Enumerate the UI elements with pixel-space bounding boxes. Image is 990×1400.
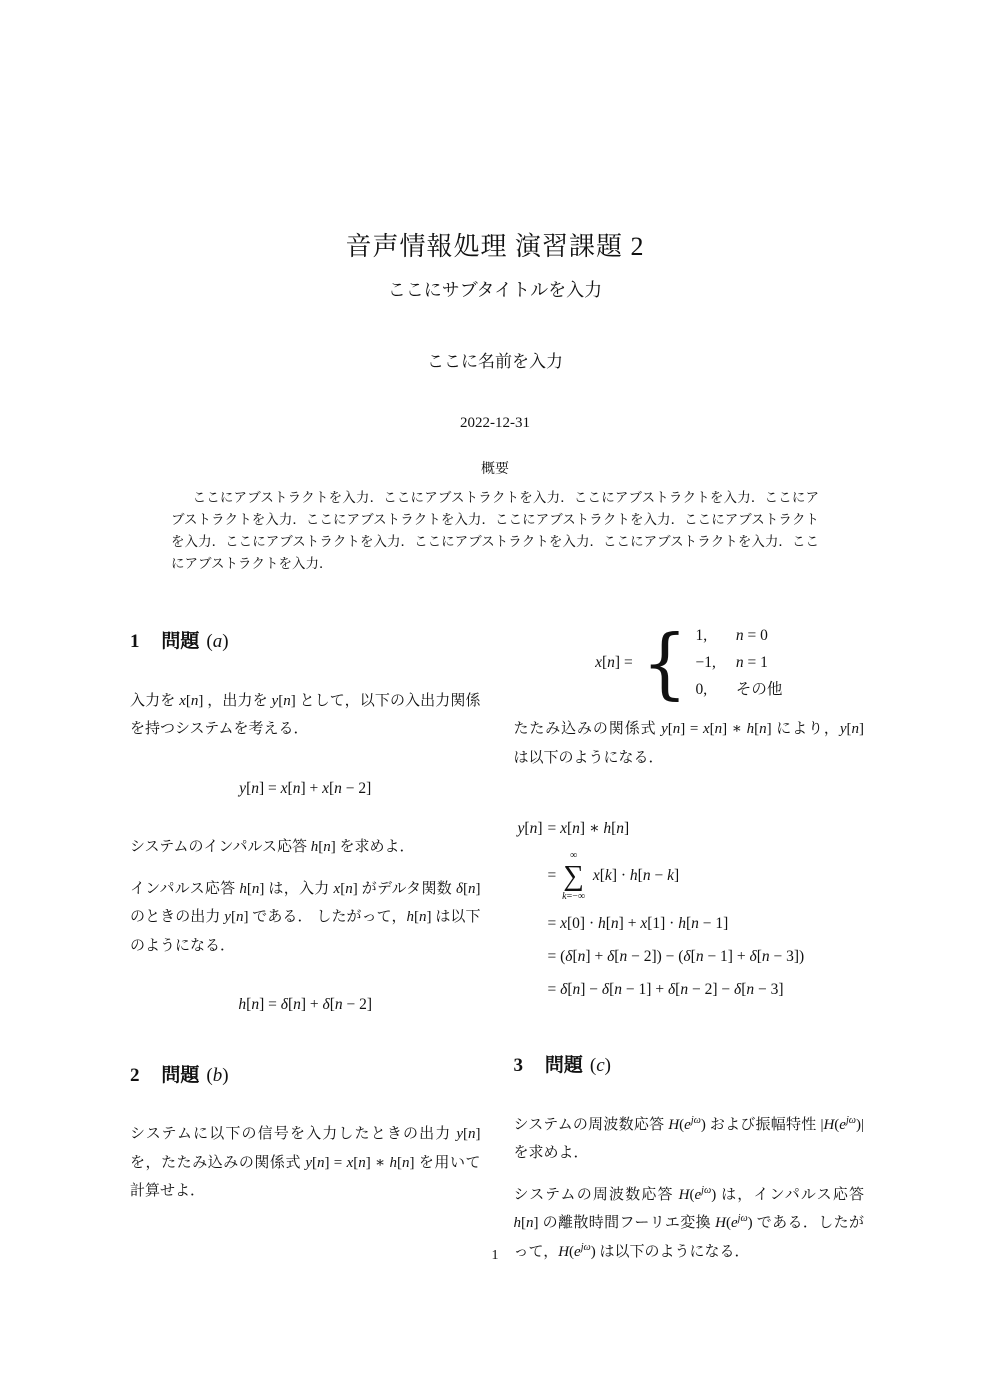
align-row	[518, 940, 805, 973]
right-column	[513, 618, 865, 1266]
section-3-number: 3	[513, 1055, 523, 1077]
align-row	[518, 973, 805, 1006]
section-2-heading	[130, 1058, 481, 1094]
section-3-suffix: (c)	[589, 1055, 611, 1077]
cases-brace: {	[641, 618, 688, 708]
title-block	[0, 0, 990, 432]
align-row	[518, 812, 805, 845]
page-number: 1	[491, 1248, 499, 1263]
align-row	[518, 846, 805, 907]
section-3-label: 問題	[544, 1055, 583, 1077]
section-1-suffix: (a)	[206, 631, 229, 653]
section-1-heading	[130, 624, 481, 660]
equation-impulse-response: h[n] = δ[n] + δ[n − 2]	[238, 996, 373, 1014]
doc-title: 音声情報処理 演習課題 2	[345, 232, 645, 261]
doc-date: 2022-12-31	[460, 415, 530, 431]
section-3-paragraph-2: システムの周波数応答 $H(e^{j\omega})$ は，インパルス応答 h[n] の離散時間フーリエ変換 $H(e^{j\omega})$ である．したがって，$H(e^{j\omega})$ は以下のようになる．	[513, 1184, 864, 1260]
abstract-section	[0, 458, 990, 574]
doc-author: ここに名前を入力	[427, 352, 563, 371]
cases-row-condition: n = 1	[735, 654, 768, 672]
section-1-label: 問題	[161, 631, 200, 653]
equation-io-relation: y[n] = x[n] + x[n − 2]	[239, 779, 372, 797]
align-lhs: y[n]	[517, 820, 543, 838]
align-rhs: = δ[n] − δ[n − 1] + δ[n − 2] − δ[n − 3]	[547, 981, 784, 999]
abstract-text: ここにアブストラクトを入力．ここにアブストラクトを入力．ここにアブストラクトを入力．ここにアブストラクトを入力．ここにアブストラクトを入力．ここにアブストラクトを入力．ここにアブストラクトを入力．ここにアブストラクトを入力．ここにアブストラクトを入力．ここにアブストラクトを入力．ここにアブストラクトを入力．	[171, 490, 819, 571]
section-2-suffix: (b)	[206, 1064, 229, 1086]
section-1-paragraph-1: 入力を x[n] ，出力を y[n] として，以下の入出力関係を持つシステムを考える．	[130, 692, 481, 738]
cases-grid	[696, 624, 783, 702]
equation-input-signal-cases	[514, 618, 865, 708]
cases-row-condition: n = 0	[735, 627, 768, 645]
cases-row-condition: その他	[735, 681, 783, 699]
section-2-paragraph-1: システムに以下の信号を入力したときの出力 y[n] を，たたみ込みの関係式 y[n] = x[n] ∗ h[n] を用いて計算せよ．	[130, 1126, 481, 1199]
equation-convolution-derivation	[518, 812, 865, 1006]
section-2-label: 問題	[161, 1064, 200, 1086]
cases-row-value: −1,	[695, 654, 716, 672]
align-lhs	[518, 846, 543, 907]
two-column-body	[0, 618, 990, 1266]
cases-row-value: 1,	[695, 627, 708, 645]
left-column	[130, 624, 481, 1266]
section-3-paragraph-1: システムの周波数応答 $H(e^{j\omega})$ および振幅特性 $|H(e^{j\omega})|$ を求めよ．	[513, 1114, 864, 1162]
doc-subtitle: ここにサブタイトルを入力	[387, 280, 603, 300]
align-rhs: = ∞ ∑ k=−∞ x[k] · h[n − k]	[547, 849, 680, 902]
align-lhs	[518, 940, 543, 973]
abstract-heading: 概要	[481, 462, 509, 477]
align-rhs: = x[0] · h[n] + x[1] · h[n − 1]	[547, 914, 729, 932]
align-rhs: = (δ[n] + δ[n − 2]) − (δ[n − 1] + δ[n − 3])	[547, 947, 805, 965]
align-rhs: = x[n] ∗ h[n]	[547, 820, 630, 838]
section-2-paragraph-2: たたみ込みの関係式 y[n] = x[n] ∗ h[n] により，y[n] は以下のようになる．	[513, 721, 864, 766]
section-1-paragraph-3: インパルス応答 h[n] は，入力 x[n] がデルタ関数 δ[n] のときの出力 y[n] である． したがって，h[n] は以下のようになる．	[130, 880, 481, 954]
align-lhs	[518, 973, 543, 1006]
section-1-number: 1	[130, 631, 140, 653]
cases-row-value: 0,	[695, 681, 708, 699]
section-1-paragraph-2: システムのインパルス応答 h[n] を求めよ．	[130, 839, 415, 856]
align-lhs	[518, 907, 543, 940]
section-3-heading	[514, 1048, 865, 1084]
section-2-number: 2	[130, 1064, 140, 1086]
align-table	[518, 812, 805, 1006]
cases-lhs: x[n] =	[595, 654, 633, 672]
align-row	[518, 907, 805, 940]
